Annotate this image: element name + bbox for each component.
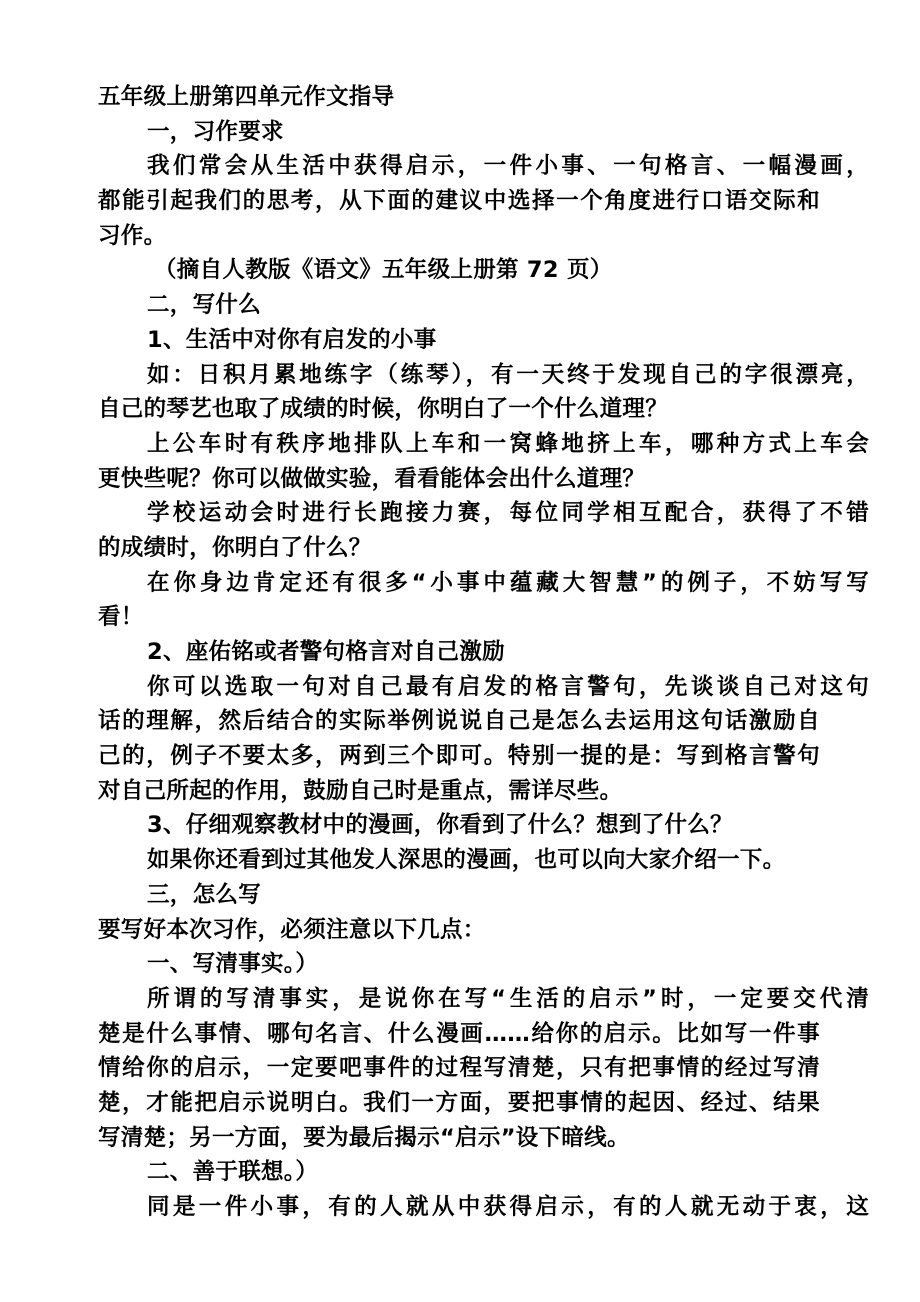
subheading-motto: 2、座佑铭或者警句格言对自己激励 xyxy=(147,639,505,665)
subheading-write-facts: 一、写清事实。） xyxy=(147,951,319,978)
paragraph-line: 如：日积月累地练字（练琴），有一天终于发现自己的字很漂亮， xyxy=(147,361,869,388)
paragraph-line: 我们常会从生活中获得启示，一件小事、一句格言、一幅漫画， xyxy=(147,153,869,180)
paragraph-line: 所谓的写清事实，是说你在写“生活的启示”时，一定要交代清 xyxy=(147,985,869,1012)
paragraph-line: 如果你还看到过其他发人深思的漫画，也可以向大家介绍一下。 xyxy=(147,847,786,874)
paragraph-line: 写清楚；另一方面，要为最后揭示“启示”设下暗线。 xyxy=(98,1124,630,1151)
document-title: 五年级上册第四单元作文指导 xyxy=(98,84,395,110)
paragraph-line: 习作。 xyxy=(98,222,167,249)
paragraph-line: 上公车时有秩序地排队上车和一窝蜂地挤上车，哪种方式上车会 xyxy=(147,430,869,457)
paragraph-line: 的成绩时，你明白了什么？ xyxy=(98,534,372,561)
paragraph-line: 看！ xyxy=(98,604,144,631)
paragraph-line: 己的，例子不要太多，两到三个即可。特别一提的是：写到格言警句 xyxy=(98,743,820,770)
paragraph-line: 学校运动会时进行长跑接力赛，每位同学相互配合，获得了不错 xyxy=(147,500,869,527)
section-heading-how: 三，怎么写 xyxy=(147,881,262,908)
subheading-comics: 3、仔细观察教材中的漫画，你看到了什么？想到了什么？ xyxy=(147,812,733,839)
section-heading-what: 二，写什么 xyxy=(147,292,262,319)
subheading-association: 二、善于联想。） xyxy=(147,1159,319,1186)
paragraph-line: 自己的琴艺也取了成绩的时候，你明白了一个什么道理？ xyxy=(98,396,669,423)
section-heading-requirements: 一，习作要求 xyxy=(147,118,284,145)
paragraph-line: 你可以选取一句对自己最有启发的格言警句，先谈谈自己对这句 xyxy=(147,673,869,700)
paragraph-line: 楚，才能把启示说明白。我们一方面，要把事情的起因、经过、结果 xyxy=(98,1089,820,1116)
source-citation: （摘自人教版《语文》五年级上册第 72 页） xyxy=(154,257,613,284)
paragraph-line: 都能引起我们的思考，从下面的建议中选择一个角度进行口语交际和 xyxy=(98,188,820,215)
paragraph-line: 话的理解，然后结合的实际举例说说自己是怎么去运用这句话激励自 xyxy=(98,708,820,735)
document-page xyxy=(98,80,869,1225)
paragraph-line: 楚是什么事情、哪句名言、什么漫画……给你的启示。比如写一件事 xyxy=(98,1020,820,1047)
paragraph-line: 在你身边肯定还有很多“小事中蕴藏大智慧”的例子，不妨写写 xyxy=(147,569,869,596)
paragraph-line: 更快些呢？你可以做做实验，看看能体会出什么道理？ xyxy=(98,465,646,492)
paragraph-line: 对自己所起的作用，鼓励自己时是重点，需详尽些。 xyxy=(98,777,623,804)
paragraph-line: 要写好本次习作，必须注意以下几点： xyxy=(98,916,486,943)
paragraph-line: 同是一件小事，有的人就从中获得启示，有的人就无动于衷，这 xyxy=(147,1194,869,1220)
paragraph-line: 情给你的启示，一定要吧事件的过程写清楚，只有把事情的经过写清 xyxy=(98,1055,820,1082)
subheading-small-things: 1、生活中对你有启发的小事 xyxy=(147,326,437,353)
